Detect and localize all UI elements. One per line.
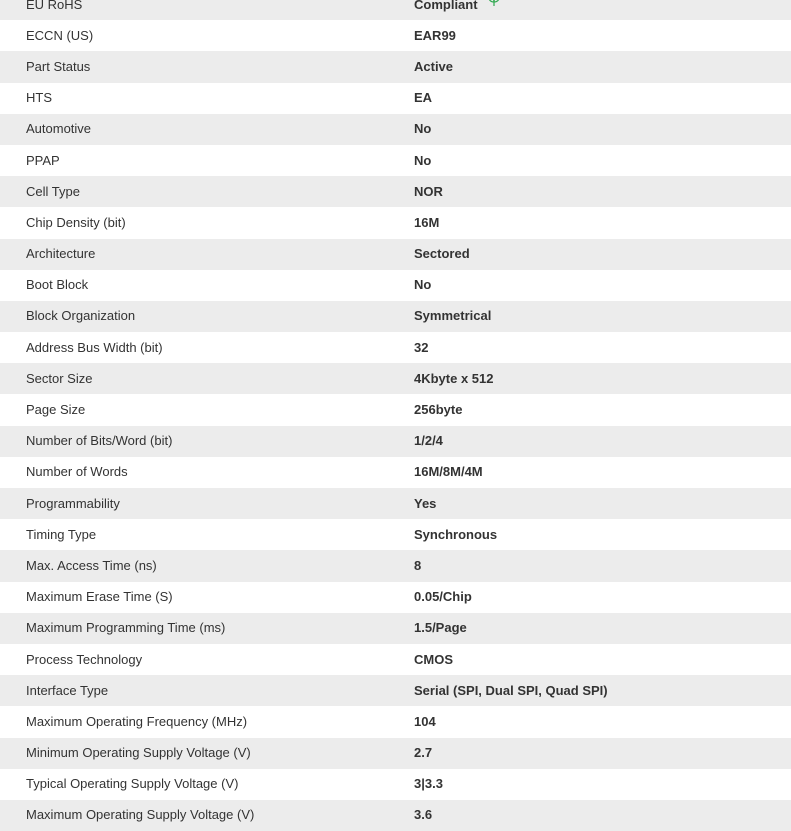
- spec-row: [0, 519, 791, 550]
- spec-value: 1.5/Page: [414, 620, 467, 636]
- spec-value: 16M/8M/4M: [414, 464, 483, 480]
- spec-value: Sectored: [414, 246, 470, 262]
- spec-value: Active: [414, 58, 454, 74]
- spec-value: Serial (SPI, Dual SPI, Quad SPI): [414, 682, 608, 698]
- spec-row: [0, 550, 791, 581]
- spec-value: Synchronous: [414, 526, 498, 542]
- spec-label: EU RoHS: [26, 0, 83, 12]
- spec-label: Chip Density (bit): [26, 214, 126, 230]
- spec-row: [0, 457, 791, 488]
- spec-row: [0, 301, 791, 332]
- spec-label: Architecture: [26, 246, 96, 262]
- spec-value: No: [414, 152, 432, 168]
- spec-row: [0, 51, 791, 82]
- spec-row: [0, 207, 791, 238]
- spec-row: [0, 426, 791, 457]
- spec-label: Max. Access Time (ns): [26, 557, 157, 573]
- spec-row: [0, 394, 791, 425]
- spec-label: Typical Operating Supply Voltage (V): [26, 776, 239, 792]
- spec-label: Maximum Programming Time (ms): [26, 620, 226, 636]
- spec-label: Automotive: [26, 121, 92, 137]
- spec-value: EA: [414, 90, 433, 106]
- spec-value: 32: [414, 339, 429, 355]
- spec-label: Maximum Operating Supply Voltage (V): [26, 807, 255, 823]
- spec-label: Number of Bits/Word (bit): [26, 433, 173, 449]
- spec-row: [0, 20, 791, 51]
- spec-label: Block Organization: [26, 308, 136, 324]
- spec-value: No: [414, 277, 432, 293]
- spec-row: [0, 582, 791, 613]
- spec-value: NOR: [414, 183, 443, 199]
- spec-value: 2.7: [414, 745, 433, 761]
- spec-label: Maximum Operating Frequency (MHz): [26, 713, 248, 729]
- spec-value: 16M: [414, 214, 440, 230]
- spec-row: [0, 769, 791, 800]
- spec-row: [0, 145, 791, 176]
- spec-value-cell: [414, 0, 791, 20]
- spec-row-eu-rohs: [0, 0, 791, 20]
- spec-value: EAR99: [414, 27, 456, 43]
- spec-label: Programmability: [26, 495, 120, 511]
- spec-value: 3.6: [414, 807, 433, 823]
- spec-value: Symmetrical: [414, 308, 492, 324]
- spec-label: Part Status: [26, 58, 91, 74]
- spec-row: [0, 363, 791, 394]
- spec-value: 4Kbyte x 512: [414, 370, 494, 386]
- leaf-icon: [487, 0, 501, 11]
- spec-row: [0, 332, 791, 363]
- spec-value: 3|3.3: [414, 776, 443, 792]
- spec-row: [0, 239, 791, 270]
- spec-label: Process Technology: [26, 651, 143, 667]
- spec-row: [0, 613, 791, 644]
- spec-value: No: [414, 121, 432, 137]
- spec-label: Maximum Erase Time (S): [26, 589, 173, 605]
- spec-label: Address Bus Width (bit): [26, 339, 163, 355]
- spec-row: [0, 176, 791, 207]
- spec-row: [0, 800, 791, 831]
- spec-label: ECCN (US): [26, 27, 94, 43]
- spec-label: Minimum Operating Supply Voltage (V): [26, 745, 251, 761]
- spec-row: [0, 83, 791, 114]
- spec-value: Compliant: [414, 0, 478, 12]
- spec-row: [0, 706, 791, 737]
- spec-label: Timing Type: [26, 526, 97, 542]
- spec-label: HTS: [26, 90, 52, 106]
- spec-label: Cell Type: [26, 183, 80, 199]
- spec-label: PPAP: [26, 152, 60, 168]
- spec-value: 8: [414, 557, 422, 573]
- spec-value: 0.05/Chip: [414, 589, 472, 605]
- spec-label: Sector Size: [26, 370, 93, 386]
- spec-row: [0, 738, 791, 769]
- spec-label: Page Size: [26, 402, 86, 418]
- spec-row: [0, 114, 791, 145]
- spec-value: Yes: [414, 495, 437, 511]
- spec-label: Interface Type: [26, 682, 109, 698]
- spec-label: Boot Block: [26, 277, 89, 293]
- spec-value: 104: [414, 713, 436, 729]
- spec-label: Number of Words: [26, 464, 128, 480]
- spec-row: [0, 270, 791, 301]
- spec-value: 256byte: [414, 402, 463, 418]
- spec-value: CMOS: [414, 651, 453, 667]
- spec-row: [0, 488, 791, 519]
- spec-value: 1/2/4: [414, 433, 443, 449]
- spec-row: [0, 644, 791, 675]
- spec-row: [0, 675, 791, 706]
